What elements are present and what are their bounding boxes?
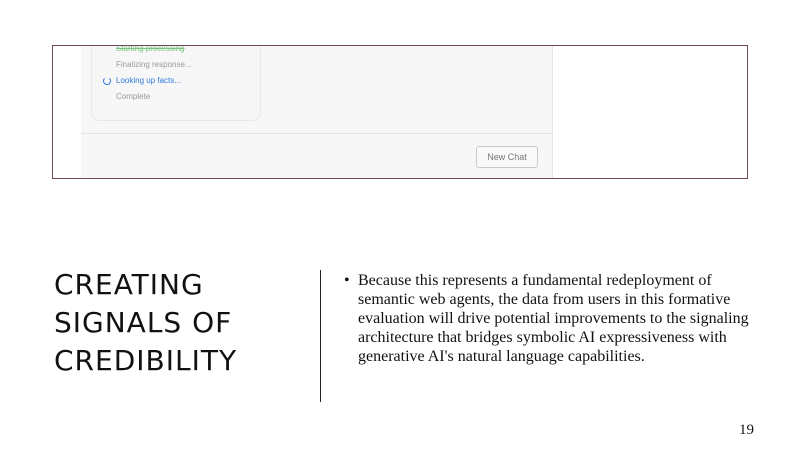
step-starting-processing: Starting processing [116,45,185,53]
bullet-text: Because this represents a fundamental redeployment of semantic web agents, the data from users in this formative evaluation will drive potential improvements to the signaling architecture that bridges symbolic AI expressiveness with generative AI's natural language capabilities. [358,272,749,365]
title-line-2: SIGNALS OF [54,306,233,339]
bullet-dot-icon: • [344,272,350,289]
title-line-1: CREATING [54,268,204,301]
embedded-screenshot [52,45,748,179]
chat-app-panel [81,46,553,179]
loading-spinner-icon [103,77,111,85]
step-complete: Complete [116,92,151,101]
slide-title [54,266,294,380]
bullet-item [344,271,752,366]
page-number: 19 [739,422,754,438]
title-line-3: CREDIBILITY [54,344,238,377]
step-finalizing-response: Finalizing response... [116,60,192,69]
footer-divider [81,133,552,134]
new-chat-button[interactable]: New Chat [476,146,538,168]
step-looking-up-facts: Looking up facts... [116,76,181,85]
progress-card [91,45,261,121]
vertical-divider [320,270,321,402]
